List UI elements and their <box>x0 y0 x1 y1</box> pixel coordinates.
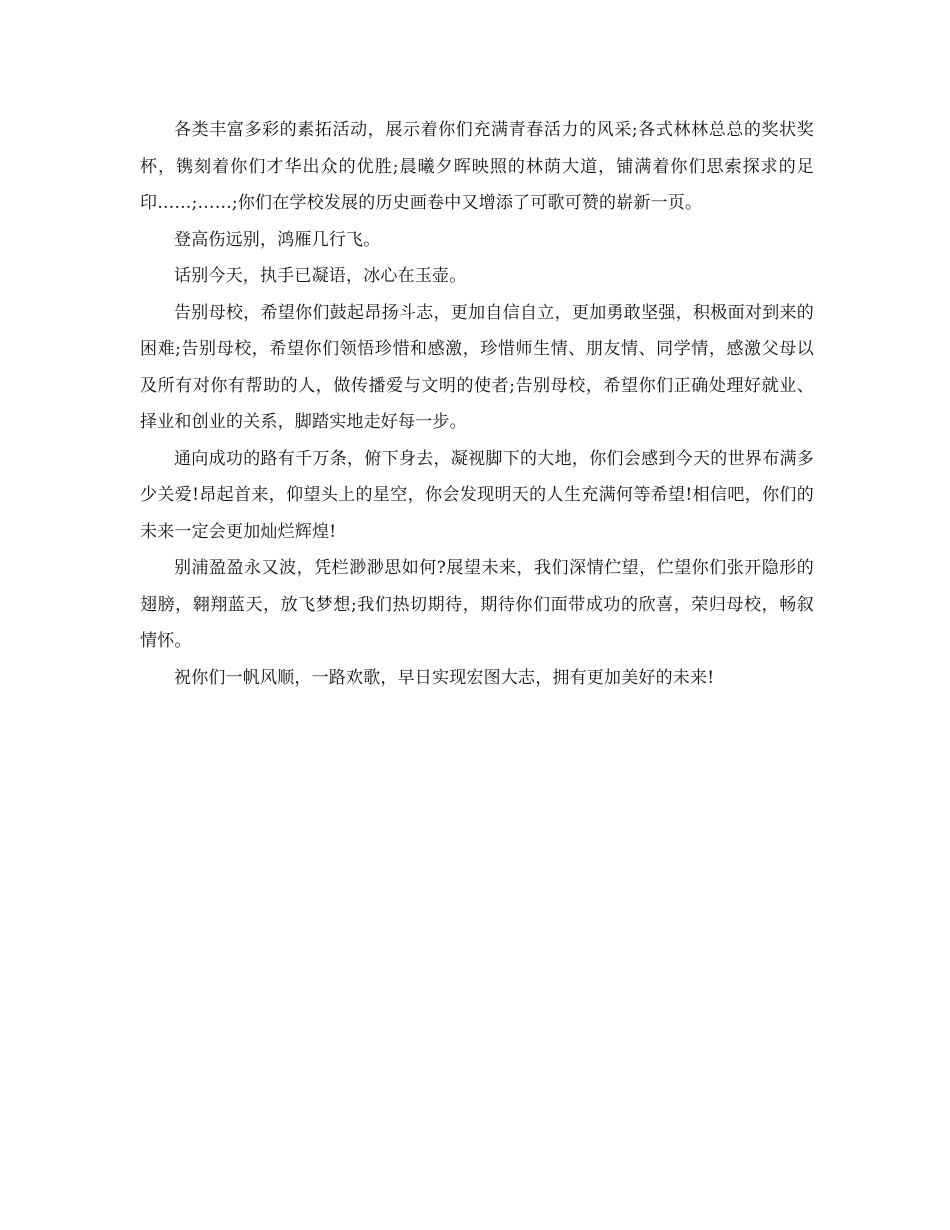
paragraph-farewell-verse: 登高伤远别，鸿雁几行飞。 <box>174 229 381 250</box>
paragraph-parting-today: 话别今天，执手已凝语，冰心在玉壶。 <box>174 266 467 286</box>
paragraph-farewell-hopes: 告别母校，希望你们鼓起昂扬斗志，更加自信自立，更加勇敢坚强，积极面对到来的困难;告别母校，希望你们领悟珍惜和感激，珍惜师生情、朋友情、同学情，感激父母以及所有对你有帮助的人，做传播爱与文明的使者;告别母校，希望你们正确处理好就业、择业和创业的关系，脚踏实地走好每一步。 <box>140 302 814 432</box>
paragraph-activities: 各类丰富多彩的素拓活动，展示着你们充满青春活力的风采;各式林林总总的奖状奖杯，镌刻着你们才华出众的优胜;晨曦夕晖映照的林荫大道，铺满着你们思索探求的足印……;……;你们在学校发展的历史画卷中又增添了可歌可赞的崭新一页。 <box>140 120 814 213</box>
paragraph-looking-ahead: 别浦盈盈永又波，凭栏渺渺思如何?展望未来，我们深情伫望，伫望你们张开隐形的翅膀，翱翔蓝天，放飞梦想;我们热切期待，期待你们面带成功的欣喜，荣归母校，畅叙情怀。 <box>140 558 814 651</box>
paragraph-best-wishes: 祝你们一帆风顺，一路欢歌，早日实现宏图大志，拥有更加美好的未来! <box>174 667 715 688</box>
paragraph-road-to-success: 通向成功的路有千万条，俯下身去，凝视脚下的大地，你们会感到今天的世界布满多少关爱!昂起首来，仰望头上的星空，你会发现明天的人生充满何等希望!相信吧，你们的未来一定会更加灿烂辉煌! <box>140 448 814 542</box>
document-body <box>140 112 814 696</box>
